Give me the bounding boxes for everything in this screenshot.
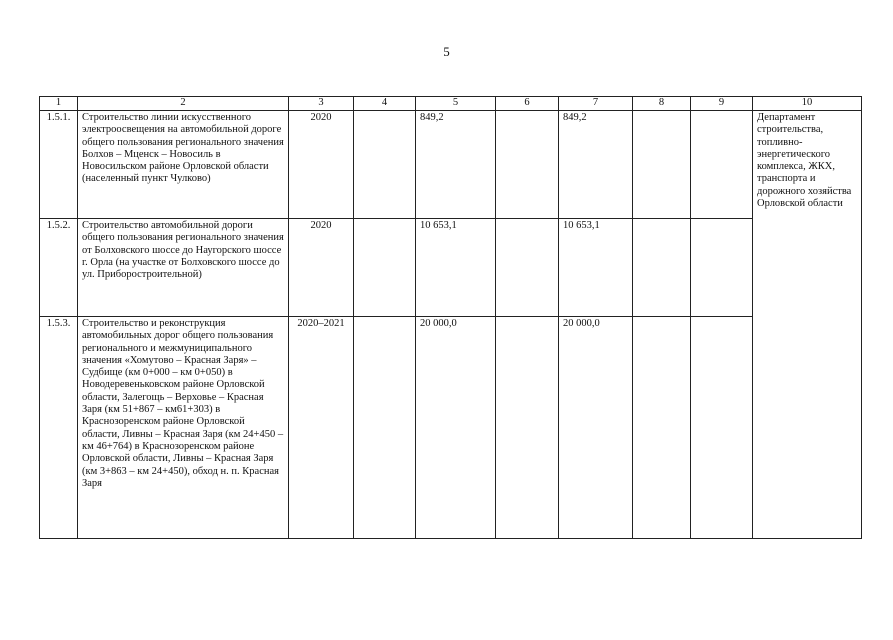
item-col7: 20 000,0 — [559, 317, 633, 539]
item-col8 — [633, 317, 691, 539]
column-header: 10 — [753, 97, 862, 111]
item-col7: 10 653,1 — [559, 219, 633, 317]
column-header: 5 — [416, 97, 496, 111]
column-header: 3 — [289, 97, 354, 111]
item-number: 1.5.2. — [40, 219, 78, 317]
item-col4 — [354, 317, 416, 539]
item-year: 2020 — [289, 111, 354, 219]
item-name: Строительство линии искусственного электроосвещения на автомобильной дороге общего пользования регионального значения Болхов – Мценск – Новосиль в Новосильском районе Орловской области (населенный пункт Чулково) — [78, 111, 289, 219]
item-col9 — [691, 219, 753, 317]
table-row — [40, 317, 862, 539]
column-header: 1 — [40, 97, 78, 111]
column-header: 9 — [691, 97, 753, 111]
item-col6 — [496, 317, 559, 539]
item-col4 — [354, 111, 416, 219]
header-row — [40, 97, 862, 111]
responsible-executor: Департамент строительства, топливно-энергетического комплекса, ЖКХ, транспорта и дорожного хозяйства Орловской области — [753, 111, 862, 539]
item-number: 1.5.3. — [40, 317, 78, 539]
item-col6 — [496, 111, 559, 219]
column-header: 2 — [78, 97, 289, 111]
item-col8 — [633, 111, 691, 219]
column-header: 8 — [633, 97, 691, 111]
page-number: 5 — [443, 44, 450, 59]
item-col5: 10 653,1 — [416, 219, 496, 317]
column-header: 4 — [354, 97, 416, 111]
item-col8 — [633, 219, 691, 317]
item-year: 2020 — [289, 219, 354, 317]
column-header: 6 — [496, 97, 559, 111]
item-col7: 849,2 — [559, 111, 633, 219]
item-col5: 20 000,0 — [416, 317, 496, 539]
item-col4 — [354, 219, 416, 317]
item-year: 2020–2021 — [289, 317, 354, 539]
program-table — [39, 96, 862, 539]
table-row — [40, 219, 862, 317]
item-number: 1.5.1. — [40, 111, 78, 219]
item-name: Строительство и реконструкция автомобильных дорог общего пользования регионального и межмуниципального значения «Хомутово – Красная Заря» – Судбище (км 0+000 – км 0+050) в Новодеревеньковском районе Орловской области, Залегощь – Верховье – Красная Заря (км 51+867 – км61+303) в Краснозоренском районе Орловской области, Ливны – Красная Заря (км 24+450 – км 46+764) в Краснозоренском районе Орловской области, Ливны – Красная Заря (км 3+863 – км 24+450), обход н. п. Красная Заря — [78, 317, 289, 539]
item-col9 — [691, 317, 753, 539]
item-name: Строительство автомобильной дороги общего пользования регионального значения от Болховского шоссе до Наугорского шоссе г. Орла (на участке от Болховского шоссе до ул. Приборостроительной) — [78, 219, 289, 317]
item-col9 — [691, 111, 753, 219]
item-col6 — [496, 219, 559, 317]
item-col5: 849,2 — [416, 111, 496, 219]
column-header: 7 — [559, 97, 633, 111]
table-row — [40, 111, 862, 219]
